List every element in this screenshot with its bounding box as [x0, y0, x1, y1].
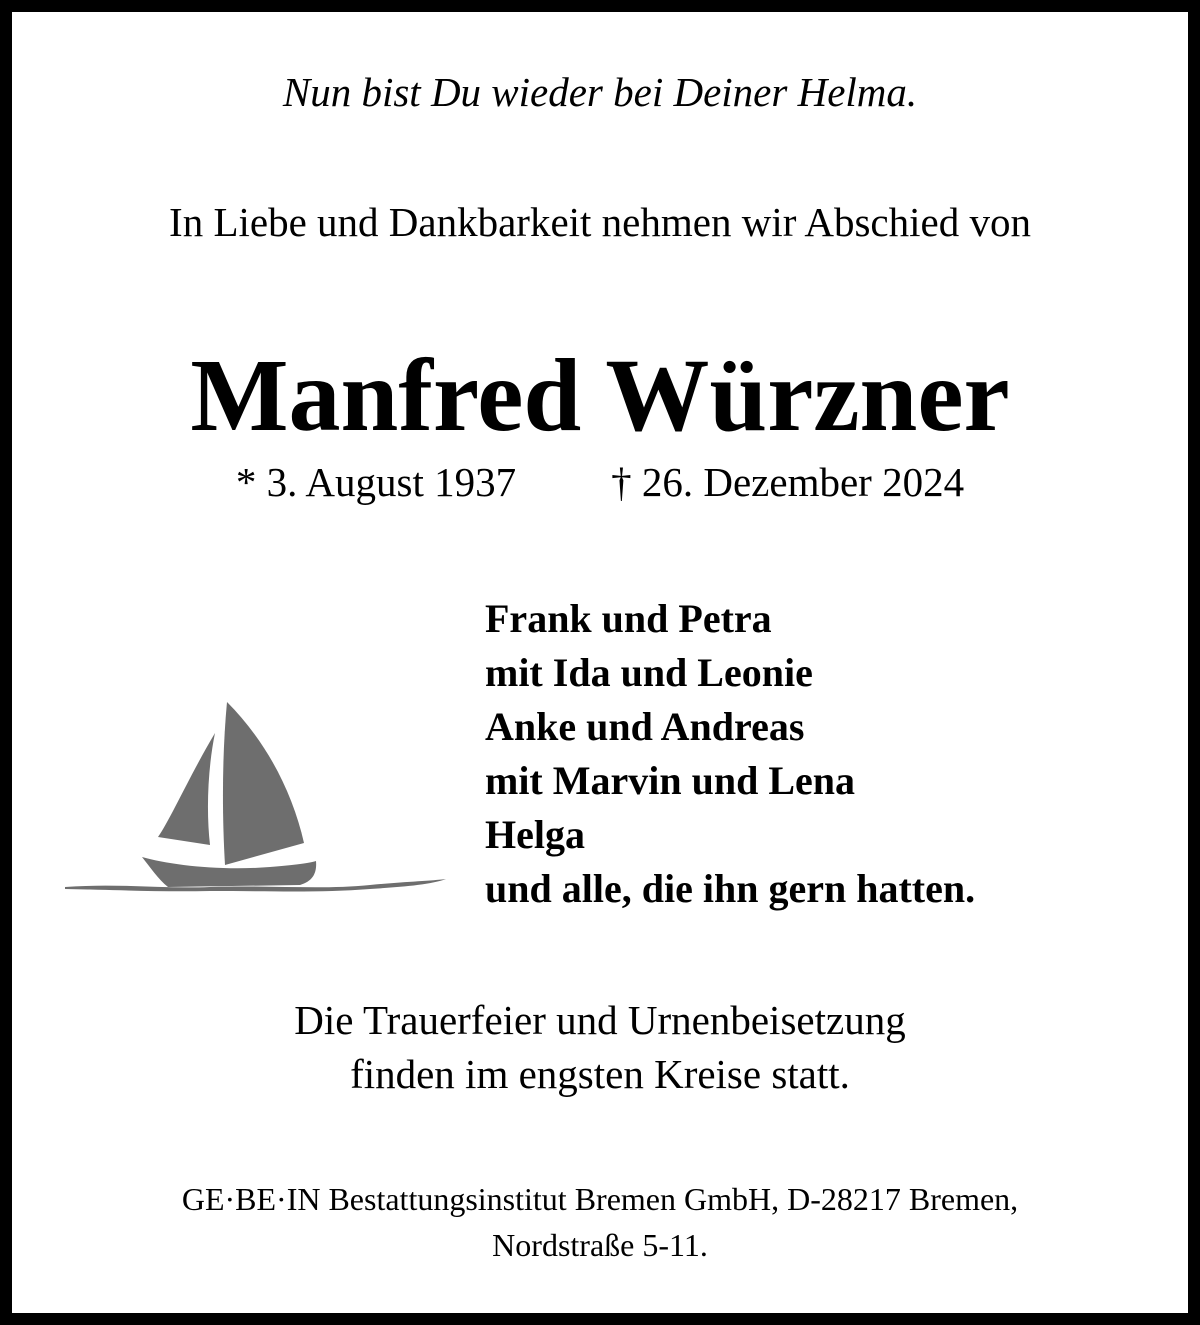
intro-text: In Liebe und Dankbarkeit nehmen wir Abschied von [169, 199, 1031, 245]
sailboat-icon [60, 695, 455, 900]
mourner-line: Helga [485, 812, 585, 857]
mourner-line: mit Ida und Leonie [485, 650, 813, 695]
mourner-line: mit Marvin und Lena [485, 758, 856, 803]
ceremony-notice [12, 993, 1188, 1101]
death-date: † 26. Dezember 2024 [611, 459, 965, 505]
ceremony-line: finden im engsten Kreise statt. [350, 1051, 850, 1097]
undertaker-info [12, 1176, 1188, 1268]
birth-date: * 3. August 1937 [235, 459, 517, 505]
deceased-name: Manfred Würzner [190, 338, 1010, 453]
ceremony-line: Die Trauerfeier und Urnenbeisetzung [294, 997, 906, 1043]
mourners-list [485, 592, 975, 916]
mourner-line: und alle, die ihn gern hatten. [485, 866, 976, 911]
motto: Nun bist Du wieder bei Deiner Helma. [282, 69, 918, 115]
undertaker-address: Nordstraße 5-11. [492, 1227, 708, 1263]
undertaker-line: GE·BE·IN Bestattungsinstitut Bremen GmbH, D-28217 Bremen, [181, 1181, 1019, 1217]
mourner-line: Anke und Andreas [485, 704, 805, 749]
mourner-line: Frank und Petra [485, 596, 772, 641]
life-dates [12, 458, 1188, 506]
